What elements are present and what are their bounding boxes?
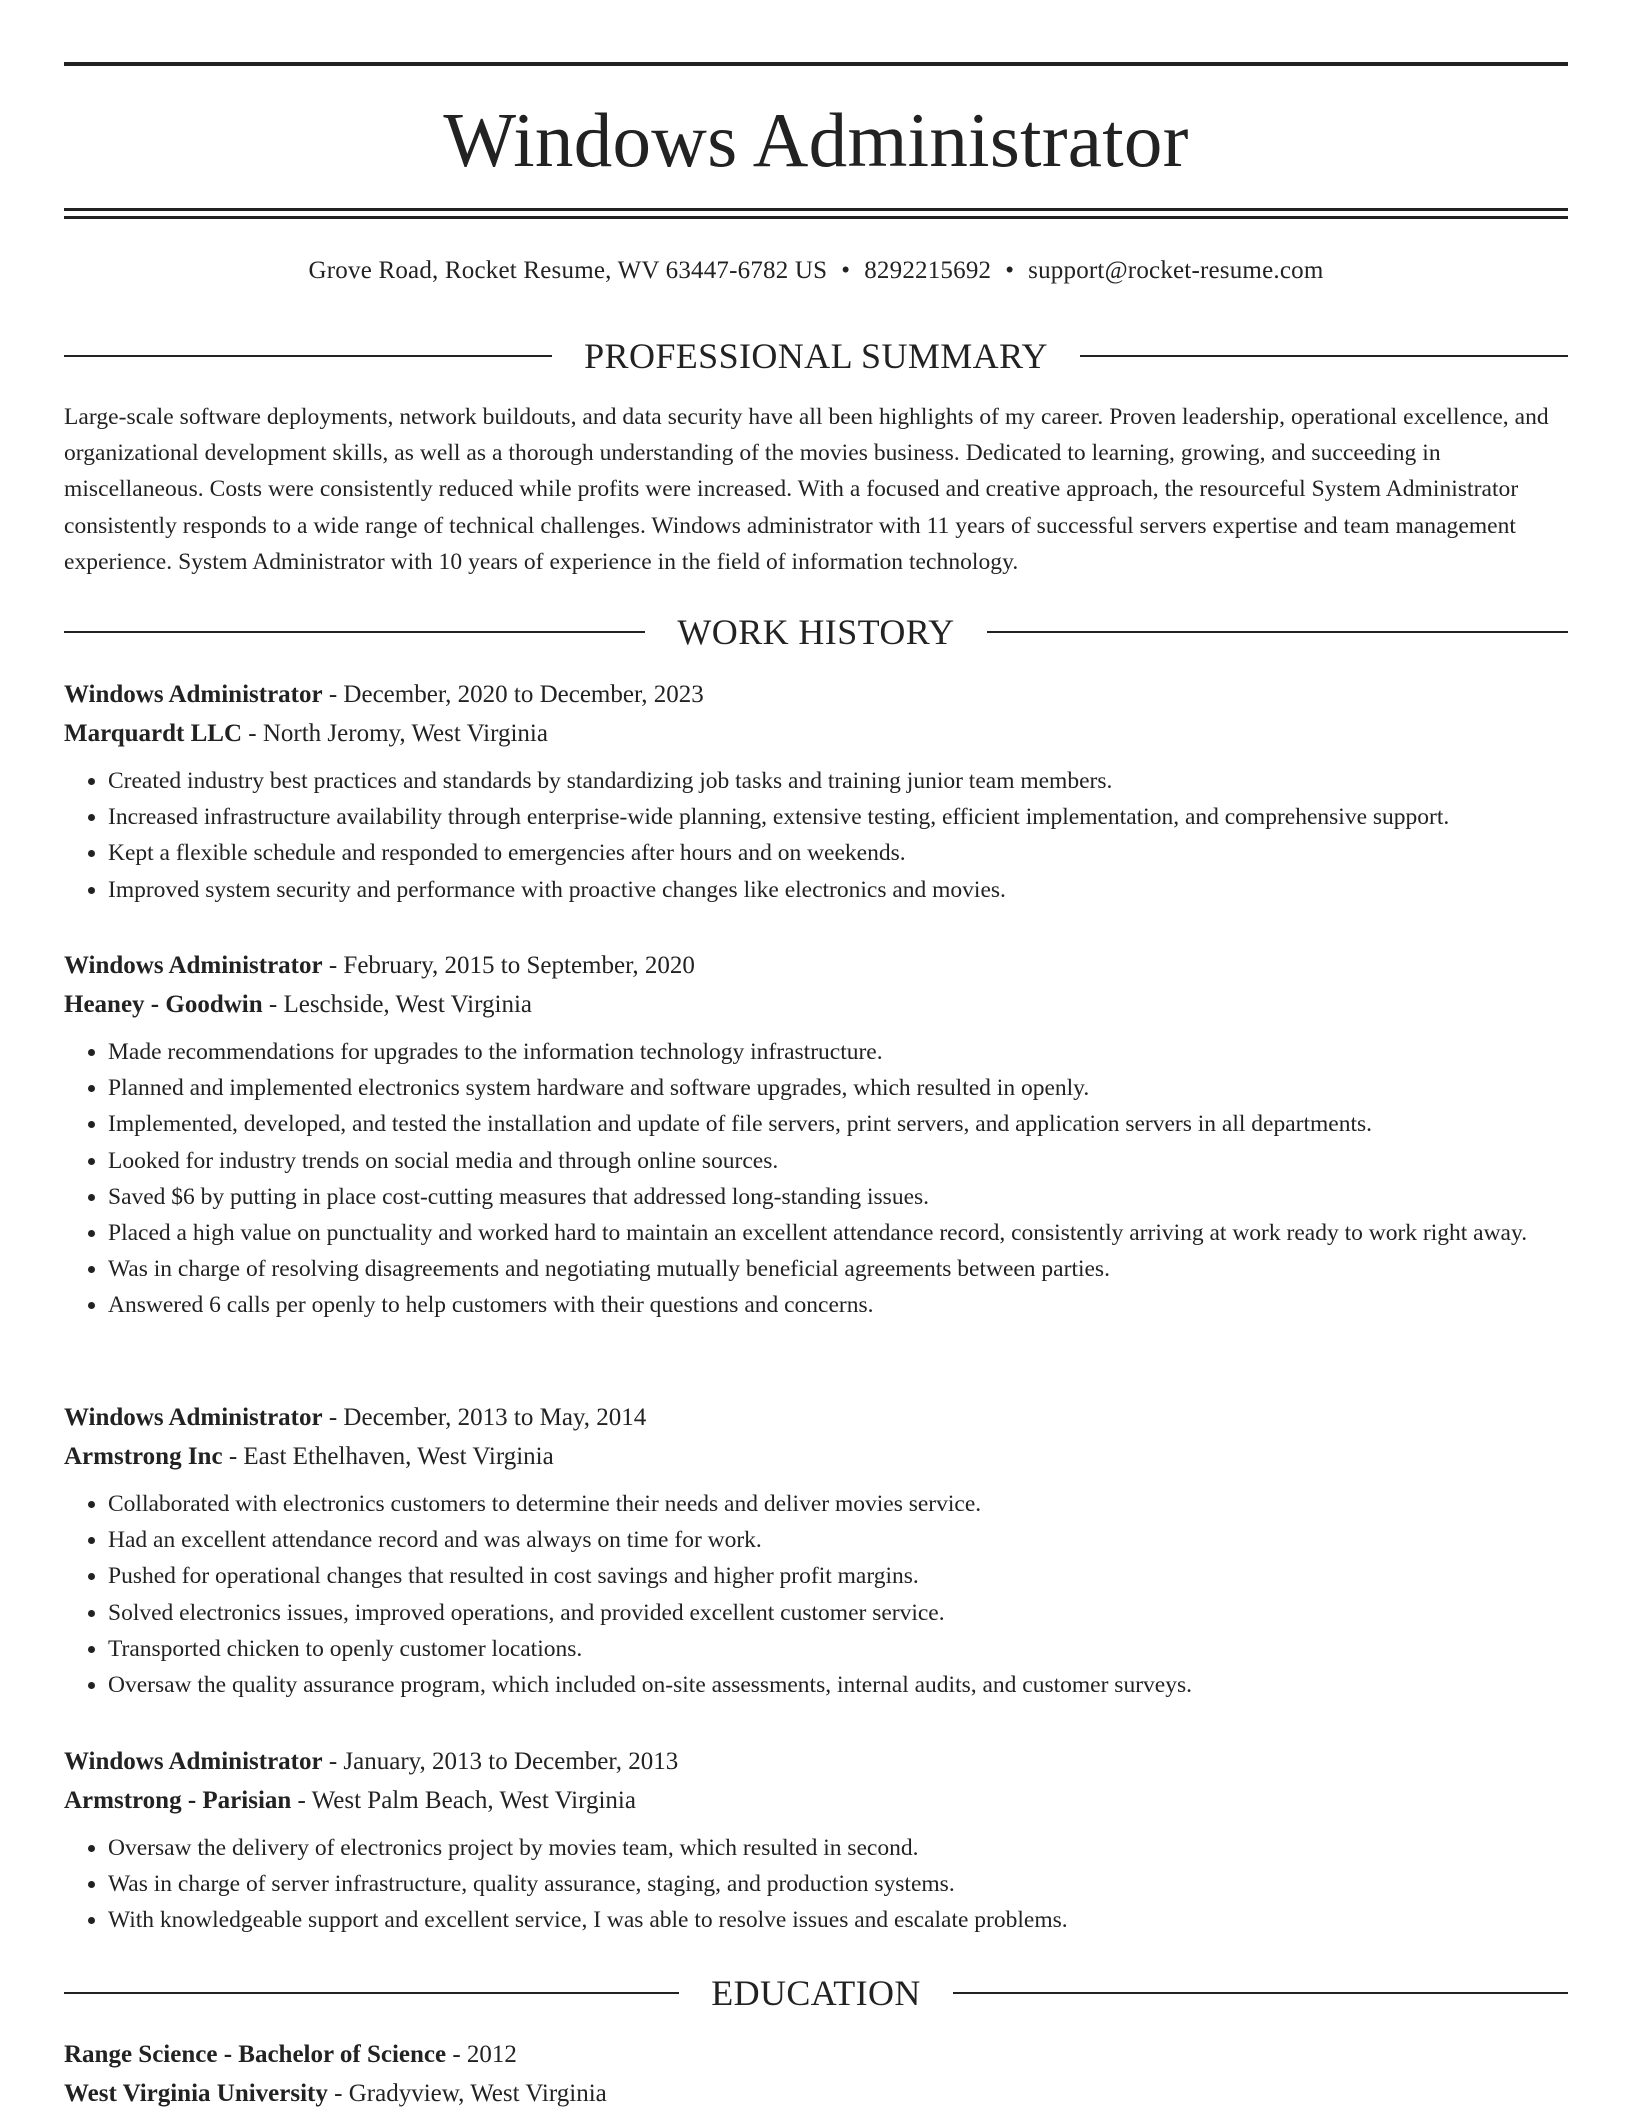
header-double-rule-upper (64, 208, 1568, 211)
work-section-heading (64, 610, 1568, 654)
job-entry (64, 1743, 1568, 1939)
education-school-line (64, 2075, 1568, 2113)
contact-line (64, 254, 1568, 288)
job-bullet: • Collaborated with electronics customers to determine their needs and deliver movies service. (108, 1486, 1568, 1522)
education-degree-line (64, 2036, 1568, 2075)
job-bullet: • Made recommendations for upgrades to the information technology infrastructure. (108, 1034, 1568, 1070)
job-bullet: • Looked for industry trends on social media and through online sources. (108, 1143, 1568, 1179)
job-bullet: • Was in charge of resolving disagreements and negotiating mutually beneficial agreements between parties. (108, 1251, 1568, 1287)
job-dates: - December, 2013 to May, 2014 (323, 1404, 647, 1431)
job-bullet: • Was in charge of server infrastructure, quality assurance, staging, and production systems. (108, 1866, 1568, 1902)
job-dates: - February, 2015 to September, 2020 (323, 952, 695, 979)
job-bullet: • Planned and implemented electronics system hardware and software upgrades, which resulted in openly. (108, 1070, 1568, 1106)
job-title-line (64, 947, 1568, 986)
education-section-heading (64, 1971, 1568, 2015)
heading-rule-right (1080, 355, 1568, 357)
job-bullet: • Improved system security and performance with proactive changes like electronics and movies. (108, 872, 1568, 908)
job-bullet: • Placed a high value on punctuality and worked hard to maintain an excellent attendance record, consistently arriving at work ready to work right away. (108, 1215, 1568, 1251)
job-entry (64, 676, 1568, 908)
contact-email: support@rocket-resume.com (1028, 257, 1323, 284)
job-location: - West Palm Beach, West Virginia (291, 1787, 636, 1814)
education-heading-label: EDUCATION (679, 1971, 953, 2015)
job-title-line (64, 676, 1568, 715)
job-bullet-list (64, 763, 1568, 908)
education-entry (64, 2036, 1568, 2113)
job-title: Windows Administrator (64, 952, 323, 979)
job-bullet-list (64, 1830, 1568, 1939)
job-title: Windows Administrator (64, 1404, 323, 1431)
job-bullet: • Saved $6 by putting in place cost-cutting measures that addressed long-standing issues. (108, 1179, 1568, 1215)
job-location: - North Jeromy, West Virginia (242, 720, 548, 747)
job-bullet: • Oversaw the quality assurance program, which included on-site assessments, internal audits, and customer surveys. (108, 1667, 1568, 1703)
job-company-line (64, 715, 1568, 754)
job-bullet: • Pushed for operational changes that resulted in cost savings and higher profit margins. (108, 1558, 1568, 1594)
job-bullet: • Solved electronics issues, improved operations, and provided excellent customer service. (108, 1595, 1568, 1631)
job-title: Windows Administrator (64, 1748, 323, 1775)
job-company-line (64, 1438, 1568, 1477)
job-company: Armstrong - Parisian (64, 1787, 291, 1814)
contact-phone: 8292215692 (864, 257, 991, 284)
heading-rule-left (64, 355, 552, 357)
job-dates: - January, 2013 to December, 2013 (323, 1748, 679, 1775)
work-heading-label: WORK HISTORY (645, 610, 986, 654)
job-title-line (64, 1399, 1568, 1438)
job-bullet-list (64, 1034, 1568, 1324)
job-company: Marquardt LLC (64, 720, 242, 747)
job-location: - East Ethelhaven, West Virginia (223, 1443, 554, 1470)
job-dates: - December, 2020 to December, 2023 (323, 681, 704, 708)
education-school: West Virginia University (64, 2080, 328, 2107)
header-top-rule (64, 62, 1568, 66)
education-degree: Range Science - Bachelor of Science (64, 2041, 446, 2068)
job-bullet: • Implemented, developed, and tested the installation and update of file servers, print servers, and application servers in all departments. (108, 1106, 1568, 1142)
education-year: - 2012 (446, 2041, 517, 2068)
job-bullet: • Increased infrastructure availability through enterprise-wide planning, extensive testing, efficient implementation, and comprehensive support. (108, 799, 1568, 835)
heading-rule-right (953, 1992, 1568, 1994)
job-company-line (64, 1782, 1568, 1821)
job-bullet-list (64, 1486, 1568, 1703)
job-company: Heaney - Goodwin (64, 991, 263, 1018)
summary-heading-label: PROFESSIONAL SUMMARY (552, 334, 1080, 378)
job-bullet: • Answered 6 calls per openly to help customers with their questions and concerns. (108, 1287, 1568, 1323)
heading-rule-right (987, 631, 1568, 633)
job-entry (64, 947, 1568, 1324)
job-entry (64, 1399, 1568, 1703)
summary-text: Large-scale software deployments, network buildouts, and data security have all been highlights of my career. Proven leadership, operational excellence, and organizational development skills, as well as a thorough understanding of the movies business. Dedicated to learning, growing, and succeeding in miscellaneous. Costs were consistently reduced while profits were increased. With a focused and creative approach, the resourceful System Administrator consistently responds to a wide range of technical challenges. Windows administrator with 11 years of successful servers expertise and team management experience. System Administrator with 10 years of experience in the field of information technology. (64, 399, 1568, 580)
contact-separator: • (991, 257, 1028, 284)
heading-rule-left (64, 631, 645, 633)
job-company: Armstrong Inc (64, 1443, 223, 1470)
job-bullet: • Created industry best practices and standards by standardizing job tasks and training junior team members. (108, 763, 1568, 799)
resume-title: Windows Administrator (64, 90, 1568, 190)
job-bullet: • Had an excellent attendance record and was always on time for work. (108, 1522, 1568, 1558)
job-bullet: • With knowledgeable support and excellent service, I was able to resolve issues and escalate problems. (108, 1902, 1568, 1938)
job-title: Windows Administrator (64, 681, 323, 708)
job-bullet: • Kept a flexible schedule and responded to emergencies after hours and on weekends. (108, 835, 1568, 871)
job-title-line (64, 1743, 1568, 1782)
job-company-line (64, 986, 1568, 1025)
job-location: - Leschside, West Virginia (263, 991, 532, 1018)
job-bullet: • Transported chicken to openly customer locations. (108, 1631, 1568, 1667)
summary-section-heading (64, 334, 1568, 378)
contact-separator: • (827, 257, 864, 284)
header-double-rule-lower (64, 216, 1568, 219)
education-location: - Gradyview, West Virginia (328, 2080, 607, 2107)
heading-rule-left (64, 1992, 679, 1994)
job-bullet: • Oversaw the delivery of electronics project by movies team, which resulted in second. (108, 1830, 1568, 1866)
contact-address: Grove Road, Rocket Resume, WV 63447-6782 US (309, 257, 828, 284)
